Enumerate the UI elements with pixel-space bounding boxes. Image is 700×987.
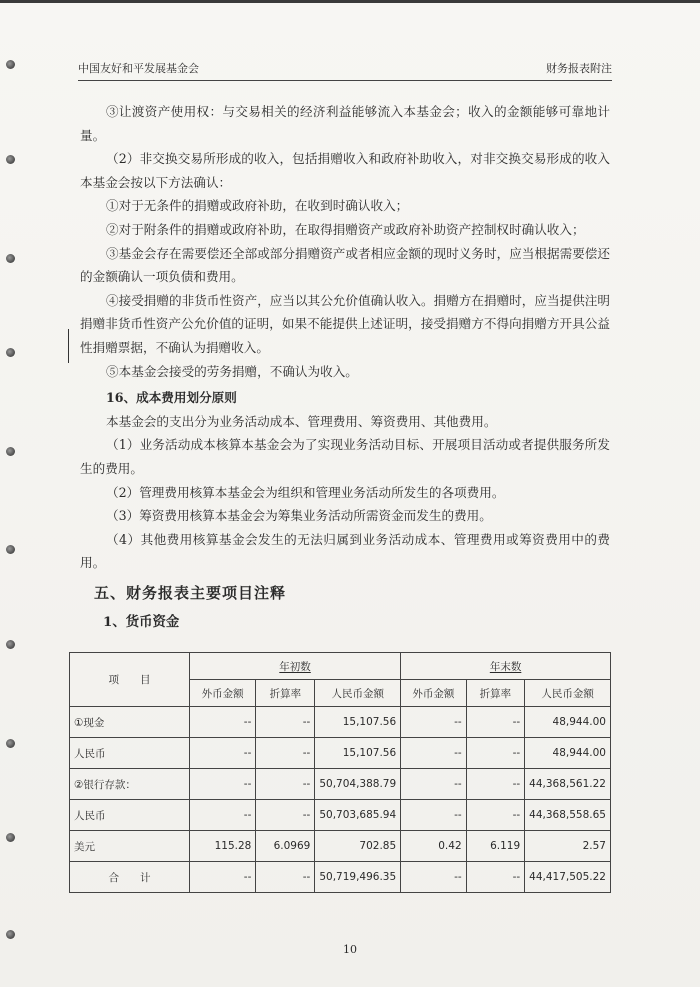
row-label: ①现金 bbox=[70, 707, 190, 738]
page-number: 10 bbox=[343, 943, 357, 956]
table-cell: 6.0969 bbox=[256, 831, 315, 862]
paragraph: ①对于无条件的捐赠或政府补助，在收到时确认收入； bbox=[106, 198, 409, 214]
column-header: 外币金额 bbox=[189, 680, 255, 707]
column-header: 外币金额 bbox=[401, 680, 466, 707]
column-header: 折算率 bbox=[256, 680, 315, 707]
table-cell: -- bbox=[189, 800, 255, 831]
item-column-header: 项 目 bbox=[70, 653, 190, 707]
table-total-row bbox=[70, 862, 611, 893]
column-header: 人民币金额 bbox=[315, 680, 401, 707]
table-cell: 44,368,558.65 bbox=[525, 800, 611, 831]
table-row bbox=[70, 769, 611, 800]
table-cell: -- bbox=[401, 800, 466, 831]
start-of-year-header bbox=[189, 653, 400, 680]
table-cell: 44,417,505.22 bbox=[525, 862, 611, 893]
table-cell: 15,107.56 bbox=[315, 707, 401, 738]
table-cell: -- bbox=[466, 800, 525, 831]
body-text bbox=[80, 100, 610, 635]
paragraph: （1）业务活动成本核算本基金会为了实现业务活动目标、开展项目活动或者提供服务所发生的费用。 bbox=[80, 437, 610, 476]
table-cell: 50,703,685.94 bbox=[315, 800, 401, 831]
table-row bbox=[70, 800, 611, 831]
table-cell: 115.28 bbox=[189, 831, 255, 862]
end-of-year-header bbox=[401, 653, 611, 680]
total-label: 合 计 bbox=[70, 862, 190, 893]
row-label: ②银行存款： bbox=[70, 769, 190, 800]
row-label: 人民币 bbox=[70, 738, 190, 769]
table-cell: 50,719,496.35 bbox=[315, 862, 401, 893]
binding-hole-icon bbox=[6, 348, 15, 357]
paragraph: ②对于附条件的捐赠或政府补助，在取得捐赠资产或政府补助资产控制权时确认收入； bbox=[106, 221, 585, 237]
table-cell: 6.119 bbox=[466, 831, 525, 862]
table-cell: 44,368,561.22 bbox=[525, 769, 611, 800]
row-label: 美元 bbox=[70, 831, 190, 862]
table-cell: 48,944.00 bbox=[525, 738, 611, 769]
table-row bbox=[70, 707, 611, 738]
table-cell: -- bbox=[189, 862, 255, 893]
binding-hole-icon bbox=[6, 739, 15, 748]
paragraph: （2）管理费用核算本基金会为组织和管理业务活动所发生的各项费用。 bbox=[106, 484, 505, 500]
table-cell: -- bbox=[401, 707, 466, 738]
table-cell: -- bbox=[256, 769, 315, 800]
section-heading-5: 五、财务报表主要项目注释 bbox=[94, 583, 287, 602]
table-cell: -- bbox=[466, 738, 525, 769]
section-heading-16: 16、成本费用划分原则 bbox=[106, 390, 237, 406]
binding-hole-icon bbox=[6, 60, 15, 69]
paragraph: （3）筹资费用核算本基金会为筹集业务活动所需资金而发生的费用。 bbox=[106, 508, 492, 524]
paragraph: （4）其他费用核算基金会发生的无法归属到业务活动成本、管理费用或筹资费用中的费用。 bbox=[80, 531, 610, 571]
paragraph: （2）非交换交易所形成的收入，包括捐赠收入和政府补助收入，对非交换交易形成的收入本基金会按以下方法确认： bbox=[80, 151, 610, 190]
table-cell: 48,944.00 bbox=[525, 707, 611, 738]
subsection-heading-cash: 1、货币资金 bbox=[103, 614, 180, 631]
table-cell: -- bbox=[256, 707, 315, 738]
table-cell: -- bbox=[466, 862, 525, 893]
table-cell: -- bbox=[189, 707, 255, 738]
table-cell: -- bbox=[401, 769, 466, 800]
paragraph: ⑤本基金会接受的劳务捐赠，不确认为收入。 bbox=[106, 363, 358, 379]
paragraph: ③让渡资产使用权：与交易相关的经济利益能够流入本基金会；收入的金额能够可靠地计量。 bbox=[80, 104, 610, 143]
header-section-title: 财务报表附注 bbox=[546, 62, 612, 75]
table-cell: -- bbox=[256, 862, 315, 893]
cash-balance-table bbox=[69, 652, 611, 893]
table-cell: 50,704,388.79 bbox=[315, 769, 401, 800]
row-label: 人民币 bbox=[70, 800, 190, 831]
paragraph: ③基金会存在需要偿还全部或部分捐赠资产或者相应金额的现时义务时，应当根据需要偿还的金额确认一项负债和费用。 bbox=[80, 245, 610, 285]
header-org-name: 中国友好和平发展基金会 bbox=[78, 62, 199, 75]
binding-hole-icon bbox=[6, 155, 15, 164]
table-cell: 702.85 bbox=[315, 831, 401, 862]
table-row bbox=[70, 831, 611, 862]
table-cell: 2.57 bbox=[525, 831, 611, 862]
paragraph: ④接受捐赠的非货币性资产，应当以其公允价值确认收入。捐赠方在捐赠时，应当提供注明捐赠非货币性资产公允价值的证明，如果不能提供上述证明，接受捐赠方不得向捐赠方开具公益性捐赠票据，不确认为捐赠收入。 bbox=[80, 292, 610, 355]
end-of-year-label: 年末数 bbox=[489, 660, 522, 673]
table-cell: -- bbox=[466, 769, 525, 800]
table-cell: -- bbox=[189, 769, 255, 800]
binding-hole-icon bbox=[6, 254, 15, 263]
table-cell: -- bbox=[401, 862, 466, 893]
table-cell: -- bbox=[466, 707, 525, 738]
table-cell: 0.42 bbox=[401, 831, 466, 862]
top-edge-line bbox=[0, 0, 700, 3]
table-cell: 15,107.56 bbox=[315, 738, 401, 769]
binding-hole-icon bbox=[6, 833, 15, 842]
table-cell: -- bbox=[256, 800, 315, 831]
table-row bbox=[70, 738, 611, 769]
table-cell: -- bbox=[256, 738, 315, 769]
binding-hole-icon bbox=[6, 930, 15, 939]
table-cell: -- bbox=[189, 738, 255, 769]
table-cell: -- bbox=[401, 738, 466, 769]
binding-hole-icon bbox=[6, 640, 15, 649]
column-header: 折算率 bbox=[466, 680, 525, 707]
page-header bbox=[78, 58, 612, 81]
margin-mark bbox=[68, 329, 69, 363]
paragraph: 本基金会的支出分为业务活动成本、管理费用、筹资费用、其他费用。 bbox=[106, 413, 497, 429]
binding-hole-icon bbox=[6, 545, 15, 554]
column-header: 人民币金额 bbox=[525, 680, 611, 707]
binding-hole-icon bbox=[6, 447, 15, 456]
start-of-year-label: 年初数 bbox=[279, 660, 311, 673]
